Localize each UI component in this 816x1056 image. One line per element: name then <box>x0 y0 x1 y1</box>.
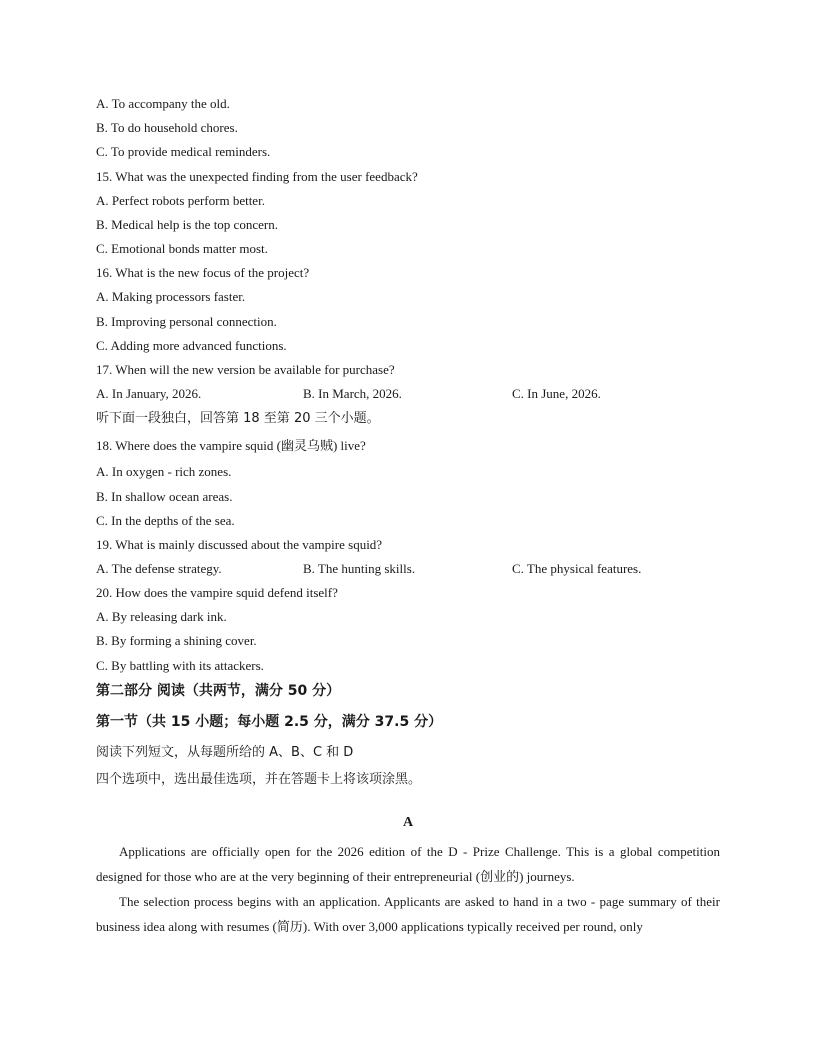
question-15: 15. What was the unexpected finding from the user feedback? <box>96 169 418 184</box>
passage-paragraph-2: The selection process begins with an application. Applicants are asked to hand in a two - page summary of their business idea along with resumes (简历). With over 3,000 applications typically received per round, only <box>96 894 720 934</box>
q15-option-b: B. Medical help is the top concern. <box>96 217 278 232</box>
passage-label: A <box>402 815 414 830</box>
question-19: 19. What is mainly discussed about the vampire squid? <box>96 537 383 552</box>
q19-option-b: B. The hunting skills. <box>303 561 416 576</box>
q18-option-b: B. In shallow ocean areas. <box>96 489 233 504</box>
question-17: 17. When will the new version be available for purchase? <box>96 362 395 377</box>
q17-option-a: A. In January, 2026. <box>96 386 202 401</box>
q19-option-c: C. The physical features. <box>512 561 642 576</box>
part2-heading: 第二部分 阅读（共两节，满分 50 分） <box>96 683 341 699</box>
q18-option-a: A. In oxygen - rich zones. <box>96 464 232 479</box>
q20-option-b: B. By forming a shining cover. <box>96 633 257 648</box>
passage-paragraph-1: Applications are officially open for the 2026 edition of the D - Prize Challenge. This is a global competition designed for those who are at the very beginning of their entrepreneurial (创业的) journeys. <box>96 844 720 884</box>
question-20: 20. How does the vampire squid defend itself? <box>96 585 338 600</box>
q14-option-c: C. To provide medical reminders. <box>96 144 271 159</box>
q20-option-c: C. By battling with its attackers. <box>96 658 264 673</box>
q17-option-c: C. In June, 2026. <box>512 386 601 401</box>
q15-option-c: C. Emotional bonds matter most. <box>96 241 268 256</box>
q15-option-a: A. Perfect robots perform better. <box>96 193 265 208</box>
q16-option-a: A. Making processors faster. <box>96 289 246 304</box>
question-18: 18. Where does the vampire squid (幽灵乌贼) live? <box>96 438 366 453</box>
question-16: 16. What is the new focus of the project? <box>96 265 310 280</box>
section1-heading: 第一节（共 15 小题；每小题 2.5 分，满分 37.5 分） <box>96 714 443 730</box>
reading-instruction-line2: 四个选项中，选出最佳选项，并在答题卡上将该项涂黑。 <box>96 772 422 787</box>
q14-option-a: A. To accompany the old. <box>96 96 230 111</box>
listening-instruction: 听下面一段独白，回答第 18 至第 20 三个小题。 <box>96 411 380 426</box>
q14-option-b: B. To do household chores. <box>96 120 238 135</box>
q19-option-a: A. The defense strategy. <box>96 561 222 576</box>
q17-option-b: B. In March, 2026. <box>303 386 402 401</box>
q20-option-a: A. By releasing dark ink. <box>96 609 227 624</box>
q18-option-c: C. In the depths of the sea. <box>96 513 235 528</box>
q16-option-c: C. Adding more advanced functions. <box>96 338 287 353</box>
q16-option-b: B. Improving personal connection. <box>96 314 277 329</box>
reading-instruction-line1: 阅读下列短文，从每题所给的 A、B、C 和 D <box>96 745 354 760</box>
